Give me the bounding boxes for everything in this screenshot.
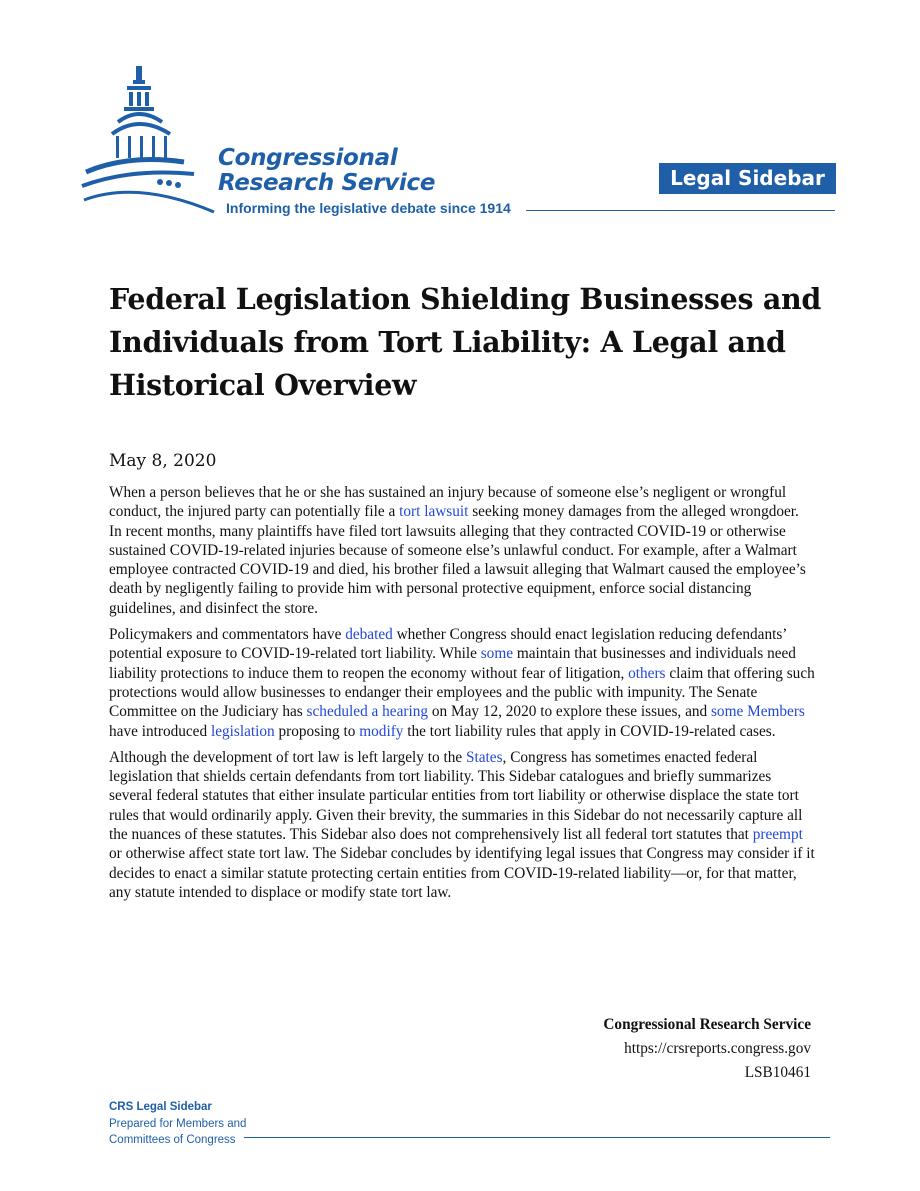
- bottom-line1: CRS Legal Sidebar: [109, 1101, 212, 1113]
- link-tort-lawsuit[interactable]: tort lawsuit: [399, 503, 469, 521]
- link-debated[interactable]: debated: [345, 626, 393, 644]
- page-title: Federal Legislation Shielding Businesses and Individuals from Tort Liability: A Legal and Historical Overview: [109, 282, 822, 402]
- bottom-line2: Prepared for Members and: [109, 1117, 247, 1130]
- p2-text-b: whether Congress should enact legislation reducing defendants’ potential exposure to COVID-19-related tort liability. While: [109, 626, 787, 663]
- article-body: [109, 483, 815, 909]
- p1-text-b: seeking money damages from the alleged wrongdoer. In recent months, many plaintiffs have filed tort lawsuits alleging that they contracted COVID-19 or otherwise sustained COVID-19-related injuries because of someone else’s unlawful conduct. For example, after a Walmart employee contracted COVID-19 and died, his brother filed a lawsuit alleging that Walmart caused the employee’s death by negligently failing to provide him with personal protective equipment, enforce social distancing guidelines, and disinfect the store.: [109, 503, 806, 617]
- p2-text-d: claim that offering such protections would allow businesses to endanger their employees and the public with impunity. The Senate Committee on the Judiciary has: [109, 664, 815, 721]
- link-states[interactable]: States: [466, 748, 503, 766]
- p3-text-c: or otherwise affect state tort law. The Sidebar concludes by identifying legal issues that Congress may consider if it decides to enact a similar statute protecting certain entities from COVID-19-related liability—or, for that matter, any statute intended to displace or modify state tort law.: [109, 845, 815, 901]
- footer-report-code: LSB10461: [744, 1064, 811, 1081]
- paragraph-2: [109, 625, 815, 741]
- p2-text-c: maintain that businesses and individuals need liability protections to induce them to reopen the economy without fear of litigation,: [109, 645, 796, 682]
- p2-text-h: the tort liability rules that apply in COVID-19-related cases.: [403, 722, 776, 740]
- paragraph-1: [109, 483, 815, 618]
- header-divider: [526, 210, 835, 211]
- link-others[interactable]: others: [628, 664, 666, 682]
- p1-text-a: When a person believes that he or she has sustained an injury because of someone else’s negligent or wrongful conduct, the injured party can potentially file a: [109, 484, 787, 521]
- paragraph-3: [109, 748, 815, 902]
- p2-text-g: proposing to: [274, 722, 360, 740]
- footer-org: Congressional Research Service: [603, 1016, 811, 1033]
- p2-text-e: on May 12, 2020 to explore these issues, and: [428, 703, 711, 721]
- publication-date: May 8, 2020: [109, 451, 217, 471]
- link-modify[interactable]: modify: [359, 722, 404, 740]
- p3-text-b: , Congress has sometimes enacted federal legislation that shields certain defendants from tort liability. This Sidebar catalogues and briefly summarizes several federal statutes that either insulate particular entities from tort liability or otherwise displace the state tort rules that would ordinarily apply. Given their brevity, the summaries in this Sidebar do not necessarily capture all the nuances of these statutes. This Sidebar also does not comprehensively list all federal tort statutes that: [109, 748, 803, 844]
- report-header: [0, 0, 920, 230]
- crs-logo-line2: Research Service: [218, 170, 436, 196]
- p3-text-a: Although the development of tort law is left largely to the: [109, 748, 466, 766]
- link-some-2[interactable]: some: [710, 703, 744, 721]
- legal-sidebar-badge: Legal Sidebar: [659, 163, 836, 194]
- crs-tagline: Informing the legislative debate since 1914: [226, 200, 511, 216]
- link-members[interactable]: Members: [747, 703, 805, 721]
- report-footer: [603, 1013, 811, 1085]
- capitol-dome-icon: [78, 62, 220, 214]
- link-legislation[interactable]: legislation: [210, 722, 275, 740]
- crs-logo-wordmark: [218, 146, 435, 196]
- bottom-line3: Committees of Congress: [109, 1134, 236, 1146]
- link-scheduled-a-hearing[interactable]: scheduled a hearing: [306, 703, 429, 721]
- crs-logo-line1: Congressional: [218, 145, 398, 171]
- link-preempt[interactable]: preempt: [752, 826, 803, 844]
- p2-text-a: Policymakers and commentators have: [109, 626, 346, 644]
- link-some[interactable]: some: [480, 645, 514, 663]
- bottom-label: [109, 1099, 246, 1149]
- p2-text-f: have introduced: [109, 722, 211, 740]
- bottom-divider: [244, 1137, 830, 1138]
- footer-url[interactable]: https://crsreports.congress.gov: [624, 1040, 811, 1057]
